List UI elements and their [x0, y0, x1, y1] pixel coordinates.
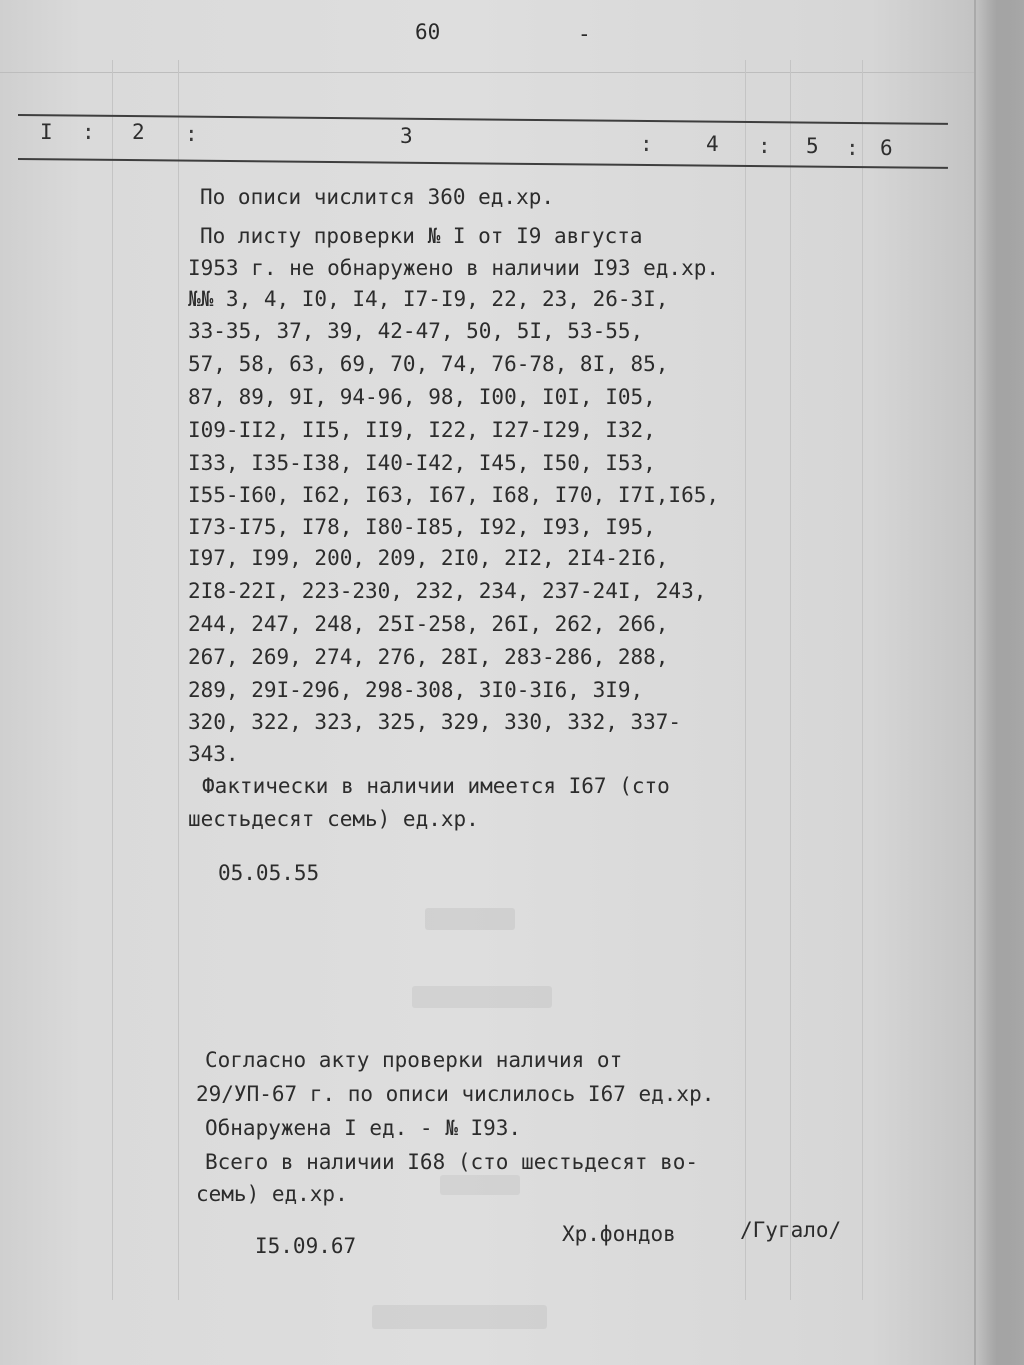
- text-line: 320, 322, 323, 325, 329, 330, 332, 337-: [188, 710, 682, 734]
- text-line: 267, 269, 274, 276, 28I, 283-286, 288,: [188, 645, 669, 669]
- text-line: Всего в наличии I68 (сто шестьдесят во-: [205, 1150, 699, 1174]
- header-rule-top: [18, 114, 948, 125]
- text-line: I09-II2, II5, II9, I22, I27-I29, I32,: [188, 418, 656, 442]
- header-rule-bottom: [18, 158, 948, 169]
- page-number: 60: [415, 20, 441, 44]
- page-dash: -: [578, 22, 591, 46]
- column-separator: :: [846, 136, 859, 160]
- text-line: I55-I60, I62, I63, I67, I68, I70, I7I,I65,: [188, 483, 720, 507]
- text-line: семь) ед.хр.: [196, 1182, 348, 1206]
- text-line: Обнаружена I ед. - № I93.: [205, 1116, 522, 1140]
- text-line: По листу проверки № I от I9 августа: [200, 224, 643, 248]
- date-stamp-2: I5.09.67: [255, 1234, 357, 1258]
- text-line: 289, 29I-296, 298-308, 3I0-3I6, 3I9,: [188, 678, 644, 702]
- column-number-2: 2: [132, 120, 145, 144]
- bleed-through-mark: [425, 908, 515, 930]
- text-line: 2I8-22I, 223-230, 232, 234, 237-24I, 243,: [188, 579, 707, 603]
- bleed-through-mark: [372, 1305, 547, 1329]
- text-line: №№ 3, 4, I0, I4, I7-I9, 22, 23, 26-3I,: [188, 287, 669, 311]
- date-stamp-1: 05.05.55: [218, 861, 320, 885]
- text-line: 87, 89, 9I, 94-96, 98, I00, I0I, I05,: [188, 385, 656, 409]
- column-number-1: I: [40, 120, 53, 144]
- column-divider: [862, 60, 863, 1300]
- signature-title: Хр.фондов: [562, 1222, 676, 1246]
- bleed-through-mark: [412, 986, 552, 1008]
- column-divider: [178, 60, 179, 1300]
- page-fold-line: [974, 0, 976, 1365]
- bleed-through-mark: [440, 1175, 520, 1195]
- text-line: 33-35, 37, 39, 42-47, 50, 5I, 53-55,: [188, 319, 644, 343]
- text-line: I97, I99, 200, 209, 2I0, 2I2, 2I4-2I6,: [188, 546, 669, 570]
- column-number-3: 3: [400, 124, 413, 148]
- ghost-rule: [0, 72, 974, 73]
- column-divider: [745, 60, 746, 1300]
- column-number-4: 4: [706, 132, 719, 156]
- signature-name: /Гугало/: [740, 1218, 842, 1242]
- text-line: шестьдесят семь) ед.хр.: [188, 807, 479, 831]
- text-line: 29/УП-67 г. по описи числилось I67 ед.хр.: [196, 1082, 715, 1106]
- text-line: 343.: [188, 742, 239, 766]
- column-separator: :: [640, 132, 653, 156]
- column-number-5: 5: [806, 134, 819, 158]
- text-line: 244, 247, 248, 25I-258, 26I, 262, 266,: [188, 612, 669, 636]
- page-edge-shadow: [974, 0, 1024, 1365]
- column-divider: [790, 60, 791, 1300]
- text-line: 57, 58, 63, 69, 70, 74, 76-78, 8I, 85,: [188, 352, 669, 376]
- text-line: Согласно акту проверки наличия от: [205, 1048, 623, 1072]
- column-separator: :: [185, 122, 198, 146]
- text-line: Фактически в наличии имеется I67 (сто: [202, 774, 670, 798]
- text-line: По описи числится 360 ед.хр.: [200, 185, 555, 209]
- column-separator: :: [82, 120, 95, 144]
- text-line: I73-I75, I78, I80-I85, I92, I93, I95,: [188, 515, 656, 539]
- text-line: I953 г. не обнаружено в наличии I93 ед.хр.: [188, 256, 720, 280]
- column-divider: [112, 60, 113, 1300]
- column-separator: :: [758, 134, 771, 158]
- text-line: I33, I35-I38, I40-I42, I45, I50, I53,: [188, 451, 656, 475]
- column-number-6: 6: [880, 136, 893, 160]
